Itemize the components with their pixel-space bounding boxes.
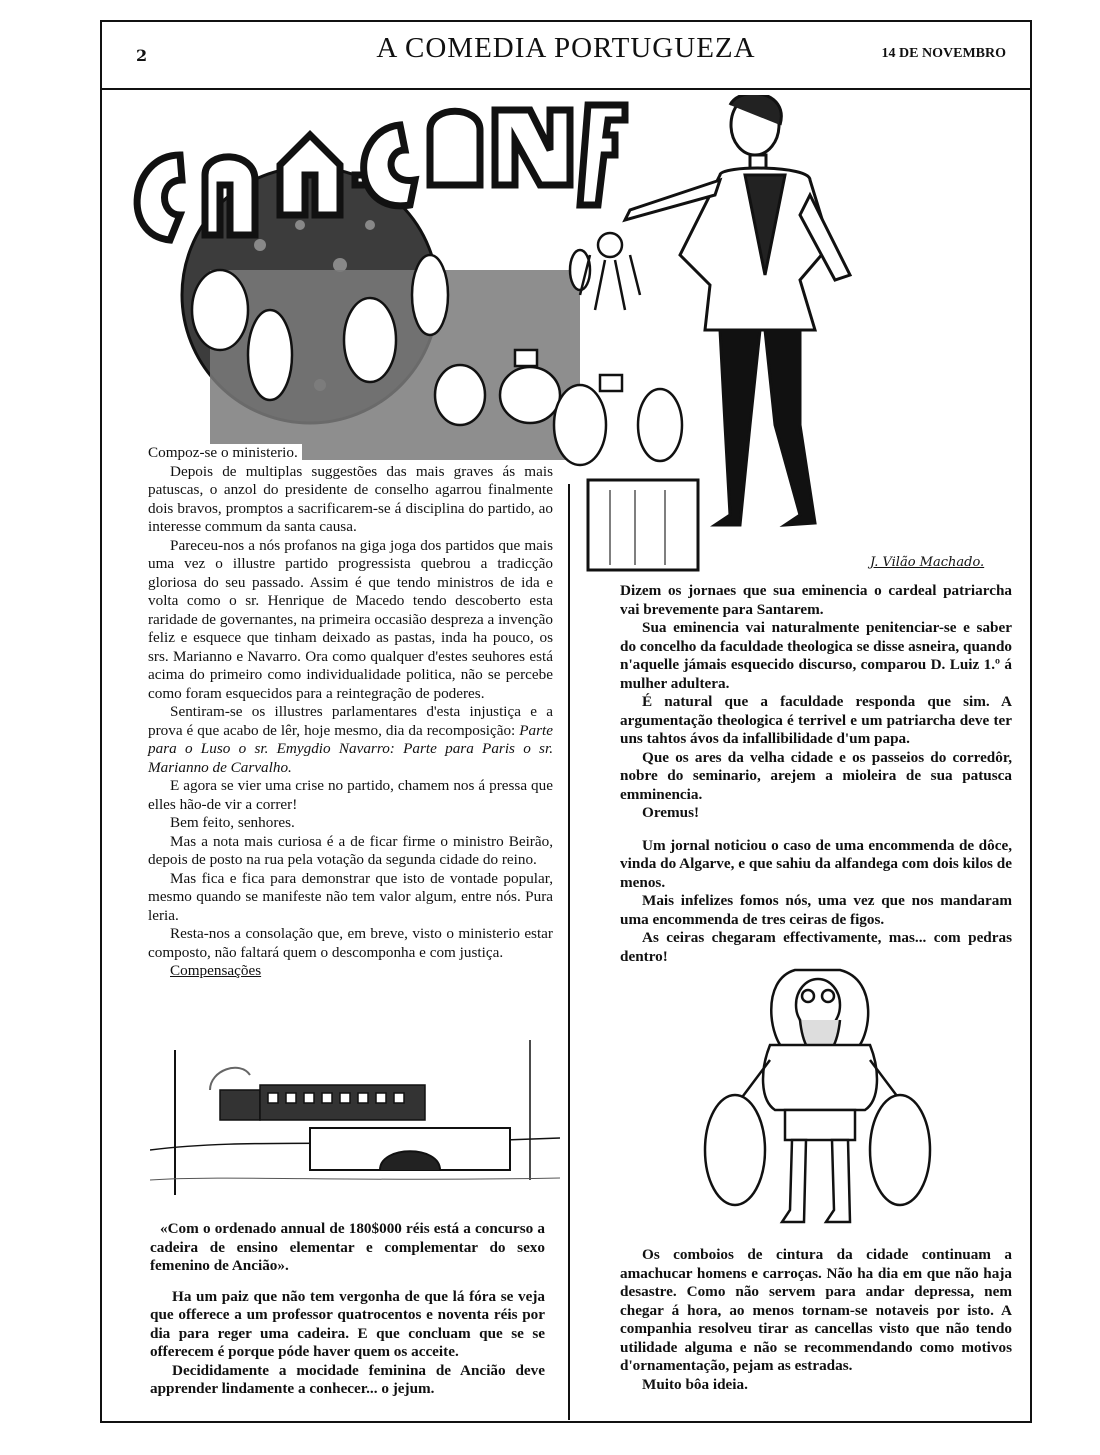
train-illustration <box>150 1030 560 1210</box>
bridge <box>310 1128 510 1170</box>
paragraph: Pareceu-nos a nós profanos na giga joga dos partidos que mais uma vez o illustre partido progressista quebrou a tradicção gloriosa do seu passado. Assim é que tendo ministros de ida e volta como o sr. Henrique de Macedo tendo descoberto esta raridade de governantes, na primeira occasião despreza a invenção feliz e esquece que tinham deixado as pastas, inda ha pouco, os srs. Marianno e Navarro. Ora como qualquer d'estes seuhores está acima do primeiro como individualidade politica, não se percebe como foram esquecidos para a reintegração de poderes. <box>148 536 553 702</box>
paragraph: Bem feito, senhores. <box>170 814 295 831</box>
paragraph: As ceiras chegaram effectivamente, mas... com pedras dentro! <box>620 929 1012 965</box>
paragraph: Um jornal noticiou o caso de uma encommenda de dôce, vinda do Algarve, e que sahiu da alfandega com dois kilos de menos. <box>620 836 1012 891</box>
paragraph: Que os ares da velha cidade e os passeios do corredôr, nobre do seminario, arejem a mioleira de sua patusca emminencia. <box>620 748 1012 803</box>
paragraph: Os comboios de cintura da cidade continuam a amachucar homens e carroças. Não ha dia em que não haja desastre. Como não servem para andar depressa, nem chegar á hora, ao menos tornam-se notaveis por isto. A companhia resolveu tirar as cancellas visto que não tendo utilidade alguma e não se recommendando como motivos d'ornamentação, pejam as estradas. <box>620 1246 1012 1374</box>
artist-signature: J. Vilão Machado. <box>870 555 985 570</box>
left-column-upper <box>148 444 553 981</box>
masthead-bar <box>102 22 1030 90</box>
paragraph: Decididamente a mocidade feminina de Ancião deve apprender lindamente a conhecer... o jejum. <box>150 1361 545 1397</box>
paragraph: Sua eminencia vai naturalmente penitenciar-se e saber do concelho da faculdade theologica se disse asneira, quando n'aquelle jámais esquecido discurso, comparou D. Luiz 1.º á mulher adultera. <box>620 619 1012 692</box>
page-number: 2 <box>136 46 148 65</box>
article-lead: Compoz-se o ministerio. <box>148 444 302 463</box>
oremus: Oremus! <box>642 804 700 821</box>
right-column-lower <box>620 1246 1012 1394</box>
paragraph: Dizem os jornaes que sua eminencia o cardeal patriarcha vai brevemente para Santarem. <box>620 582 1012 618</box>
train <box>220 1085 425 1120</box>
newspaper-title: A COMEDIA PORTUGUEZA <box>376 32 756 64</box>
closing-remark: Muito bôa ideia. <box>642 1375 748 1393</box>
left-column-lower <box>150 1220 545 1399</box>
paragraph: Ha um paiz que não tem vergonha de que lá fóra se veja que offerece a um professor quatrocentos e noventa réis por dia para reger uma cadeira. E que concluam que se se offerecem é porque póde haver quem os acceite. <box>150 1287 545 1360</box>
column-divider <box>568 484 570 1420</box>
compensacoes-heading: Compensações <box>170 962 262 979</box>
paragraph: Depois de multiplas suggestões das mais graves ás mais patuscas, o anzol do presidente de conselho agarrou finalmente dois bravos, promptos a sacrificarem-se á disciplina do partido, ao interesse commum da santa causa. <box>148 462 553 535</box>
right-column-upper <box>620 582 1012 966</box>
quoted-announcement: «Com o ordenado annual de 180$000 réis está a concurso a cadeira de ensino elementar e complementar do sexo femenino de Ancião». <box>150 1220 545 1274</box>
issue-date: 14 DE NOVEMBRO <box>881 46 1006 61</box>
paragraph: É natural que a faculdade responda que sim. A argumentação theologica é terrivel e um patriarcha deve ter uns tahtos ávos da infallibilidade d'um papa. <box>620 693 1012 747</box>
paragraph: Resta-nos a consolação que, em breve, visto o ministerio estar composto, não faltará quem o descomponha e com justiça. <box>148 925 553 961</box>
italic-quote: Parte para o Luso o sr. Emygdio Navarro: Parte para Paris o sr. Marianno de Carvalho. <box>148 721 554 776</box>
paragraph: Mas a nota mais curiosa é a de ficar firme o ministro Beirão, depois de posto na rua pela votação da segunda cidade do reino. <box>148 832 553 868</box>
paragraph: E agora se vier uma crise no partido, chamem nos á pressa que elles hão-de vir a correr! <box>148 777 553 813</box>
paragraph: Mais infelizes fomos nós, uma vez que nos mandaram uma encommenda de tres ceiras de figos. <box>620 892 1012 928</box>
figs-sacks-illustration <box>700 960 940 1230</box>
paragraph: Sentiram-se os illustres parlamentares d'esta injustiça e a prova é que acabo de lêr, hoje mesmo, dia da recomposição: Parte para o Luso o sr. Emygdio Navarro: Parte para Paris o sr. Marianno de Carvalho. <box>148 703 554 776</box>
paragraph: Mas fica e fica para demonstrar que isto de vontade popular, mesmo quando se manifeste não tem valor algum, entre nós. Pura leria. <box>148 869 553 924</box>
